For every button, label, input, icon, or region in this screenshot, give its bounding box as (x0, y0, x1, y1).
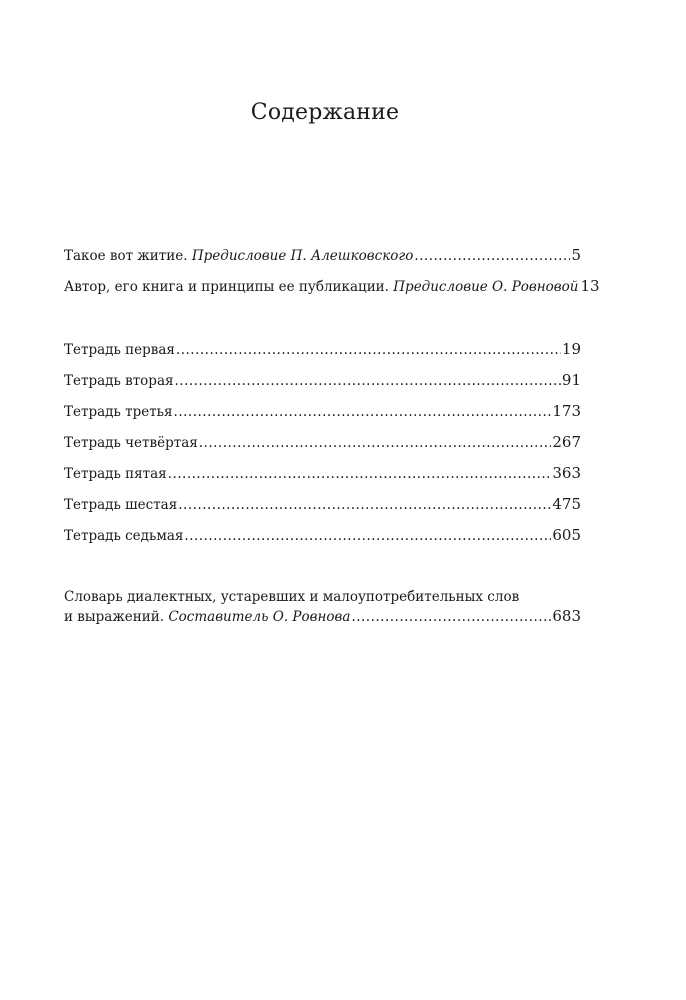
dot-leader (414, 247, 570, 265)
toc-entry-author: Предисловие П. Алешковского (191, 248, 414, 264)
toc-entry-label: Тетрадь пятая (64, 466, 167, 482)
toc-entry-label: Тетрадь седьмая (64, 528, 184, 544)
toc-page-number: 605 (552, 526, 581, 544)
toc-page-number: 267 (552, 433, 581, 451)
toc-entry-label: Тетрадь первая (64, 342, 175, 358)
toc-page-number: 91 (561, 371, 581, 389)
toc-entry-glossary-line1[interactable]: Словарь диалектных, устаревших и малоупотребительных слов (64, 589, 520, 605)
toc-entry-notebook-6[interactable] (64, 495, 581, 514)
dot-leader (175, 372, 561, 390)
toc-entry-notebook-5[interactable] (64, 464, 581, 483)
dot-leader (351, 608, 551, 626)
dot-leader (178, 496, 551, 514)
toc-entry-notebook-3[interactable] (64, 402, 581, 421)
toc-entry-label: Тетрадь четвёртая (64, 435, 198, 451)
toc-entry-notebook-1[interactable] (64, 340, 581, 359)
toc-page-number: 475 (552, 495, 581, 513)
toc-entry-preface-1[interactable] (64, 246, 581, 265)
dot-leader (199, 434, 552, 452)
toc-entry-label: Тетрадь вторая (64, 373, 174, 389)
toc-entry-label: Автор, его книга и принципы ее публикации. Предисловие О. Ровновой (64, 279, 579, 295)
toc-entry-preface-2[interactable] (64, 277, 600, 296)
dot-leader (176, 341, 561, 359)
toc-page-number: 19 (561, 340, 581, 358)
toc-entry-author: Предисловие О. Ровновой (393, 279, 579, 295)
toc-page-number: 173 (552, 402, 581, 420)
page-title: Содержание (250, 100, 400, 125)
toc-entry-notebook-2[interactable] (64, 371, 581, 390)
toc-entry-notebook-7[interactable] (64, 526, 581, 545)
toc-entry-label: и выражений. Составитель О. Ровнова (64, 609, 351, 625)
dot-leader (174, 403, 552, 421)
toc-entry-label: Тетрадь третья (64, 404, 173, 420)
toc-entry-author: Составитель О. Ровнова (168, 609, 351, 625)
dot-leader (184, 527, 551, 545)
toc-entry-glossary[interactable] (64, 607, 581, 626)
toc-page-number: 683 (552, 607, 581, 625)
toc-page-number: 363 (552, 464, 581, 482)
toc-page-number: 13 (580, 277, 600, 295)
toc-entry-label: Тетрадь шестая (64, 497, 178, 513)
toc-entry-label: Такое вот житие. Предисловие П. Алешковского (64, 248, 414, 264)
dot-leader (168, 465, 552, 483)
toc-entry-notebook-4[interactable] (64, 433, 581, 452)
toc-page-number: 5 (571, 246, 581, 264)
